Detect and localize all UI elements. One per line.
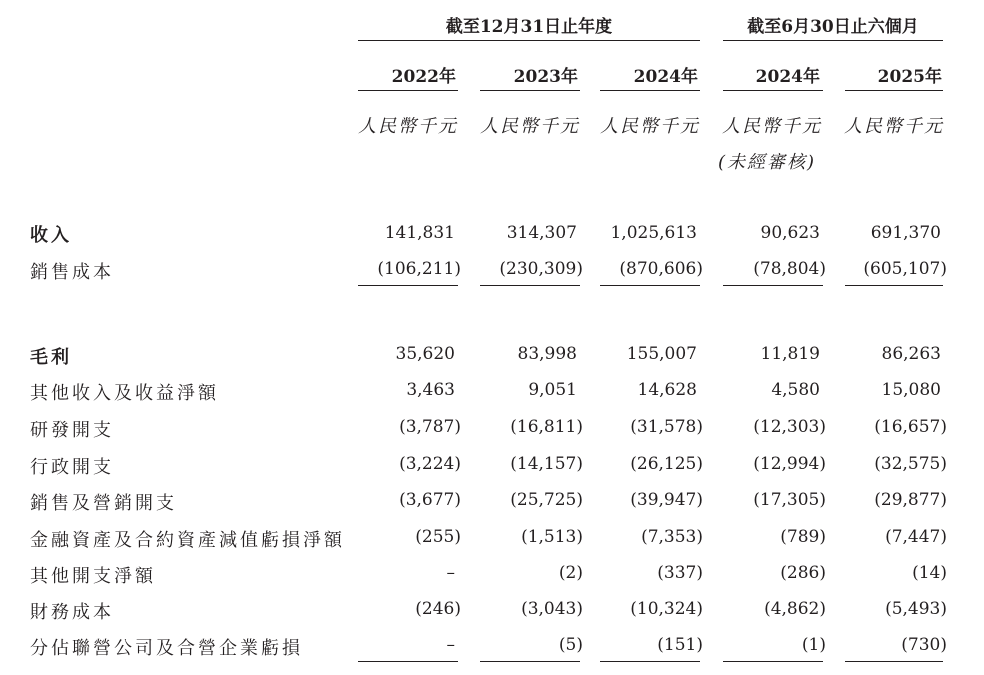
- bottom-rule-col1: [358, 661, 458, 662]
- year-header-col1: 2022年: [391, 67, 456, 87]
- row-label-selling: 銷售及營銷開支: [30, 493, 177, 514]
- cell-share-of-losses-col1: –: [446, 635, 455, 655]
- cell-impairment-col2: (1,513): [521, 527, 583, 547]
- unit-label-col3: 人民幣千元: [600, 116, 700, 137]
- cell-share-of-losses-col5: (730): [901, 635, 947, 655]
- bottom-rule-col3: [600, 661, 700, 662]
- bottom-rule-col4: [723, 661, 823, 662]
- cell-other-income-col3: 14,628: [637, 380, 697, 400]
- cell-cost-of-sales-col1: (106,211): [377, 259, 461, 279]
- cell-rnd-col4: (12,303): [753, 417, 826, 437]
- year-header-col5: 2025年: [877, 67, 942, 87]
- cell-cost-of-sales-col4: (78,804): [753, 259, 826, 279]
- group-header-year-end: 截至12月31日止年度: [445, 17, 613, 37]
- cell-finance-costs-col3: (10,324): [630, 599, 703, 619]
- unit-label-col2: 人民幣千元: [480, 116, 580, 137]
- cell-other-expenses-col5: (14): [912, 563, 947, 583]
- year-rule-col3: [600, 90, 700, 91]
- row-label-other-expenses: 其他開支淨額: [30, 566, 156, 587]
- cell-impairment-col4: (789): [780, 527, 826, 547]
- cell-impairment-col1: (255): [415, 527, 461, 547]
- cell-admin-col3: (26,125): [630, 454, 703, 474]
- year-header-col2: 2023年: [513, 67, 578, 87]
- cell-share-of-losses-col4: (1): [801, 635, 826, 655]
- row-label-finance-costs: 財務成本: [30, 602, 114, 623]
- cell-rnd-col2: (16,811): [510, 417, 583, 437]
- cell-revenue-col2: 314,307: [506, 223, 577, 243]
- cell-finance-costs-col2: (3,043): [521, 599, 583, 619]
- group-header-six-months-rule: [723, 40, 943, 41]
- cell-selling-col5: (29,877): [874, 490, 947, 510]
- subtotal-rule-col3: [600, 285, 700, 286]
- year-rule-col4: [723, 90, 823, 91]
- bottom-rule-col5: [845, 661, 943, 662]
- row-label-other-income: 其他收入及收益淨額: [30, 383, 219, 404]
- cell-other-income-col4: 4,580: [771, 380, 820, 400]
- year-rule-col5: [845, 90, 943, 91]
- cell-admin-col4: (12,994): [753, 454, 826, 474]
- subtotal-rule-col2: [480, 285, 580, 286]
- cell-selling-col2: (25,725): [510, 490, 583, 510]
- cell-cost-of-sales-col5: (605,107): [863, 259, 947, 279]
- cell-rnd-col5: (16,657): [874, 417, 947, 437]
- cell-gross-profit-col3: 155,007: [626, 344, 697, 364]
- cell-share-of-losses-col2: (5): [558, 635, 583, 655]
- row-label-rnd: 研發開支: [30, 420, 114, 441]
- cell-gross-profit-col4: 11,819: [760, 344, 820, 364]
- cell-other-income-col2: 9,051: [528, 380, 577, 400]
- cell-selling-col4: (17,305): [753, 490, 826, 510]
- cell-other-expenses-col3: (337): [657, 563, 703, 583]
- cell-admin-col1: (3,224): [399, 454, 461, 474]
- cell-finance-costs-col4: (4,862): [764, 599, 826, 619]
- unaudited-note: (未經審核): [718, 152, 817, 173]
- cell-cost-of-sales-col3: (870,606): [619, 259, 703, 279]
- cell-cost-of-sales-col2: (230,309): [499, 259, 583, 279]
- cell-gross-profit-col1: 35,620: [395, 344, 455, 364]
- row-label-impairment: 金融資產及合約資產減值虧損淨額: [30, 530, 345, 551]
- cell-finance-costs-col1: (246): [415, 599, 461, 619]
- year-rule-col2: [480, 90, 580, 91]
- subtotal-rule-col4: [723, 285, 823, 286]
- unit-label-col4: 人民幣千元: [722, 116, 822, 137]
- cell-rnd-col3: (31,578): [630, 417, 703, 437]
- cell-other-expenses-col2: (2): [558, 563, 583, 583]
- unit-label-col1: 人民幣千元: [358, 116, 458, 137]
- group-header-year-end-rule: [358, 40, 700, 41]
- cell-gross-profit-col2: 83,998: [517, 344, 577, 364]
- cell-finance-costs-col5: (5,493): [885, 599, 947, 619]
- row-label-share-of-losses: 分佔聯營公司及合營企業虧損: [30, 638, 303, 659]
- row-label-admin: 行政開支: [30, 457, 114, 478]
- bottom-rule-col2: [480, 661, 580, 662]
- cell-share-of-losses-col3: (151): [657, 635, 703, 655]
- cell-admin-col5: (32,575): [874, 454, 947, 474]
- row-label-revenue: 收入: [30, 225, 72, 246]
- row-label-gross-profit: 毛利: [30, 347, 72, 368]
- cell-revenue-col1: 141,831: [384, 223, 455, 243]
- cell-selling-col3: (39,947): [630, 490, 703, 510]
- cell-gross-profit-col5: 86,263: [881, 344, 941, 364]
- subtotal-rule-col1: [358, 285, 458, 286]
- cell-rnd-col1: (3,787): [399, 417, 461, 437]
- cell-selling-col1: (3,677): [399, 490, 461, 510]
- year-rule-col1: [358, 90, 458, 91]
- subtotal-rule-col5: [845, 285, 943, 286]
- cell-other-expenses-col1: –: [446, 563, 455, 583]
- cell-revenue-col3: 1,025,613: [610, 223, 697, 243]
- cell-impairment-col3: (7,353): [641, 527, 703, 547]
- row-label-cost-of-sales: 銷售成本: [30, 262, 114, 283]
- cell-other-expenses-col4: (286): [780, 563, 826, 583]
- cell-admin-col2: (14,157): [510, 454, 583, 474]
- year-header-col4: 2024年: [755, 67, 820, 87]
- unit-label-col5: 人民幣千元: [844, 116, 944, 137]
- group-header-six-months: 截至6月30日止六個月: [747, 17, 919, 37]
- cell-revenue-col5: 691,370: [870, 223, 941, 243]
- year-header-col3: 2024年: [633, 67, 698, 87]
- cell-other-income-col5: 15,080: [881, 380, 941, 400]
- cell-impairment-col5: (7,447): [885, 527, 947, 547]
- cell-other-income-col1: 3,463: [406, 380, 455, 400]
- cell-revenue-col4: 90,623: [760, 223, 820, 243]
